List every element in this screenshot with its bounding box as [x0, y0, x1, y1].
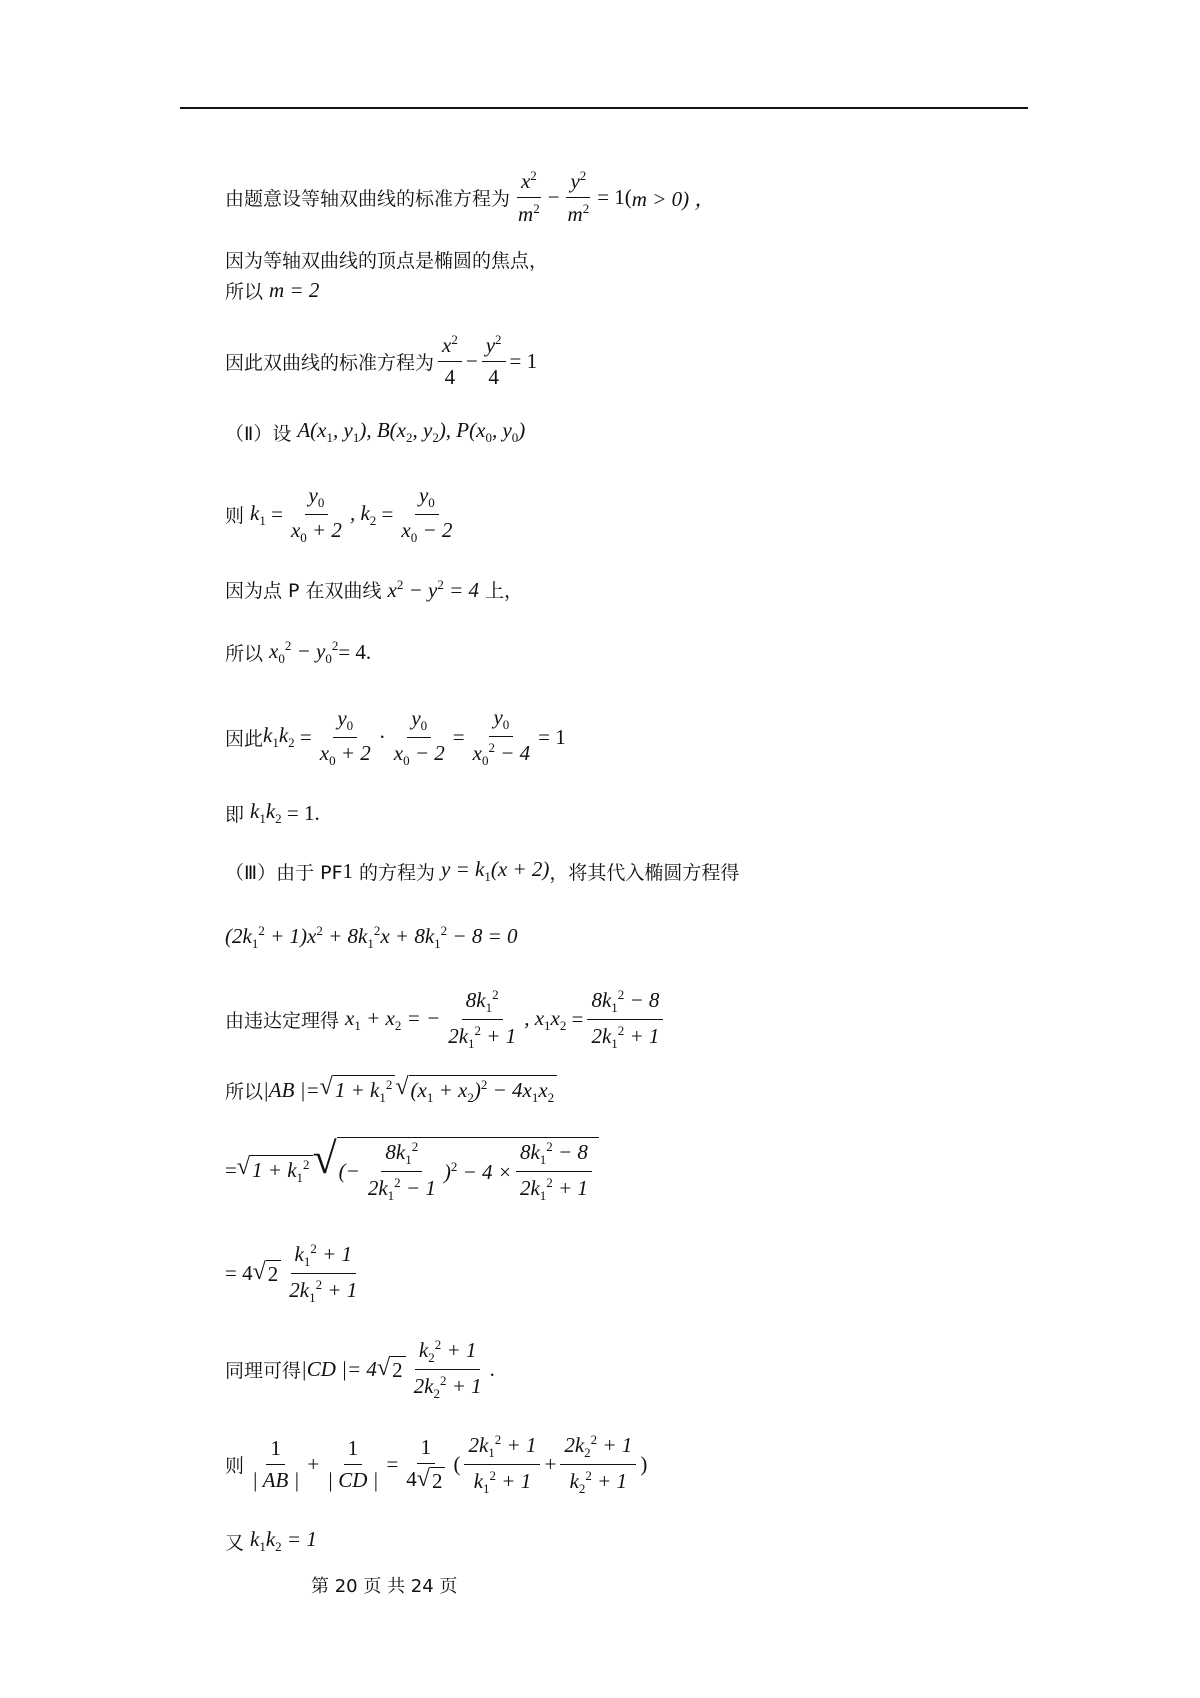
line-vieta: 由违达定理得 $x_1 + x_2$ = − $\frac{8k_1^2}{2k_1^2 + 1}$ , $x_1x_2$ = $\frac{8k_1^2 - 8}{2k_1^2 + 1}$: [225, 987, 667, 1052]
fraction: $\frac{x^2}{m^2}$: [518, 168, 540, 226]
fraction: $\frac{y^2}{4}$: [482, 332, 506, 390]
line-hyperbola-equation: 因此双曲线的标准方程为 $\frac{x^2}{4}$ − $\frac{y^2}{4}$ = 1: [225, 332, 538, 389]
fraction: $\frac{2k_2^2 + 1}{k_2^2 + 1}$: [560, 1432, 636, 1497]
fraction: $\frac{y_0}{x_0^2 - 4}$: [472, 705, 531, 769]
fraction: $\frac{k_2^2 + 1}{2k_2^2 + 1}$: [413, 1337, 482, 1402]
fraction: $\frac{8k_1^2}{2k_1^2 + 1}$: [448, 987, 517, 1052]
fraction: $\frac{2k_1^2 + 1}{k_1^2 + 1}$: [464, 1432, 540, 1497]
text: 所以: [225, 1081, 264, 1104]
equation-part: m > 0) ，: [631, 186, 716, 211]
text: 即: [225, 803, 245, 826]
fraction: $\frac{k_1^2 + 1}{2k_1^2 + 1}$: [289, 1241, 358, 1306]
fraction: 1 4 √ 2: [402, 1435, 449, 1494]
fraction: $\frac{8k_1^2 - 8}{2k_1^2 + 1}$: [587, 987, 663, 1052]
equation: m = 2: [269, 278, 320, 302]
line-ab-substitute: = √ $1 + k_1^2$ √ (− $\frac{8k_1^2}{2k_1^2 - 1}$ )$^2$ − 4 × $\frac{8k_1^2 - 8}{2k_1^2 + 1}$: [225, 1137, 599, 1204]
text: 的方程为: [359, 861, 436, 884]
line-vertex-focus: [225, 246, 548, 273]
text: 则: [225, 1455, 245, 1478]
equation-part: = 1: [509, 348, 538, 373]
text: 上，: [485, 580, 524, 602]
fraction: $\frac{y^2}{m^2}$: [567, 168, 590, 226]
line-m-value: [225, 277, 319, 304]
line-cd-length: 同理可得 |CD |= 4 √ 2 $\frac{k_2^2 + 1}{2k_2^2 + 1}$ .: [225, 1337, 495, 1402]
text: 由违达定理得: [225, 1010, 340, 1033]
text: 因为点 P 在双曲线: [225, 580, 382, 602]
text: 同理可得: [225, 1360, 302, 1383]
line-part2-setup: [225, 418, 525, 446]
points-definition: $A(x_1$, $y_1$), $B(x_2$, $y_2$), $P(x_0$, $y_0$): [297, 418, 526, 446]
header-rule: [180, 107, 1028, 109]
equation-part: = 1(: [597, 185, 632, 209]
line-ab-simplified: = 4 √ 2 $\frac{k_1^2 + 1}{2k_1^2 + 1}$: [225, 1241, 365, 1306]
text: ，将其代入椭圆方程得: [549, 861, 740, 884]
line-slopes: 则 $k_1$ = $\frac{y_0}{x_0 + 2}$ , $k_2$ = $\frac{y_0}{x_0 - 2}$: [225, 483, 460, 546]
text: （Ⅲ）由于 PF: [225, 861, 343, 884]
page-footer: 第 20 页 共 24 页: [311, 1576, 458, 1597]
fraction: $\frac{y_0}{x_0 + 2}$: [290, 483, 342, 546]
text: 又: [225, 1531, 245, 1554]
text: 因为等轴双曲线的顶点是椭圆的焦点，: [225, 250, 549, 272]
equation-part: = 1.: [286, 800, 320, 825]
fraction: $\frac{1}{| AB |}$: [252, 1436, 300, 1493]
text: 因此双曲线的标准方程为: [225, 351, 435, 374]
line-quadratic: $(2k_1^2 + 1)x^2 + 8k_1^2x + 8k_1^2 - 8 = 0$: [225, 923, 518, 952]
line-standard-equation: 由题意设等轴双曲线的标准方程为 $\frac{x^2}{m^2}$ − $\frac{y^2}{m^2}$ = 1( m > 0) ，: [225, 168, 716, 226]
fraction: $\frac{y_0}{x_0 - 2}$: [393, 705, 445, 768]
line-k1k2-result: 即 $k_1k_2$ = 1.: [225, 799, 320, 827]
text: （Ⅱ）设: [225, 422, 292, 445]
text: 所以: [225, 281, 264, 303]
text: 因此: [225, 727, 264, 750]
equation-part: = 4.: [338, 640, 372, 665]
line-k1k2-again: 又 $k_1k_2 = 1$: [225, 1527, 317, 1555]
line-ab-length: 所以 |AB |= √ $1 + k_1^2$ √ $(x_1 + x_2)^2 - 4x_1x_2$: [225, 1075, 557, 1106]
line-point-on-hyperbola: 因为点 P 在双曲线 $x^2 - y^2 = 4$ 上，: [225, 576, 524, 602]
fraction: $\frac{y_0}{x_0 + 2}$: [319, 705, 371, 768]
line-x0-y0-relation: 所以 $x_0^2 - y_0^2$ = 4.: [225, 638, 372, 667]
line-product-slopes: 因此 $k_1k_2$ = $\frac{y_0}{x_0 + 2}$ · $\frac{y_0}{x_0 - 2}$ = $\frac{y_0}{x_0^2 - 4}$ = 1: [225, 705, 566, 769]
line-part3-setup: （Ⅲ）由于 PF 1 的方程为 $y = k_1(x + 2)$ ，将其代入椭圆方程得: [225, 857, 740, 885]
text: 则: [225, 505, 245, 528]
fraction: $\frac{x^2}{4}$: [438, 332, 462, 390]
text: 所以: [225, 643, 264, 666]
text: 由题意设等轴双曲线的标准方程为: [225, 188, 511, 210]
line-reciprocal-sum: 则 $\frac{1}{| AB |}$ + $\frac{1}{| CD |}$ = 1 4 √ 2 ( $\frac{2k_1^2 + 1}{k_1^2 + 1}$ + $\frac{2k_2^2 + 1}{k_2^2 + 1}$ ): [225, 1432, 648, 1497]
fraction: $\frac{y_0}{x_0 - 2}$: [401, 483, 453, 546]
fraction: $\frac{1}{| CD |}$: [327, 1436, 379, 1493]
